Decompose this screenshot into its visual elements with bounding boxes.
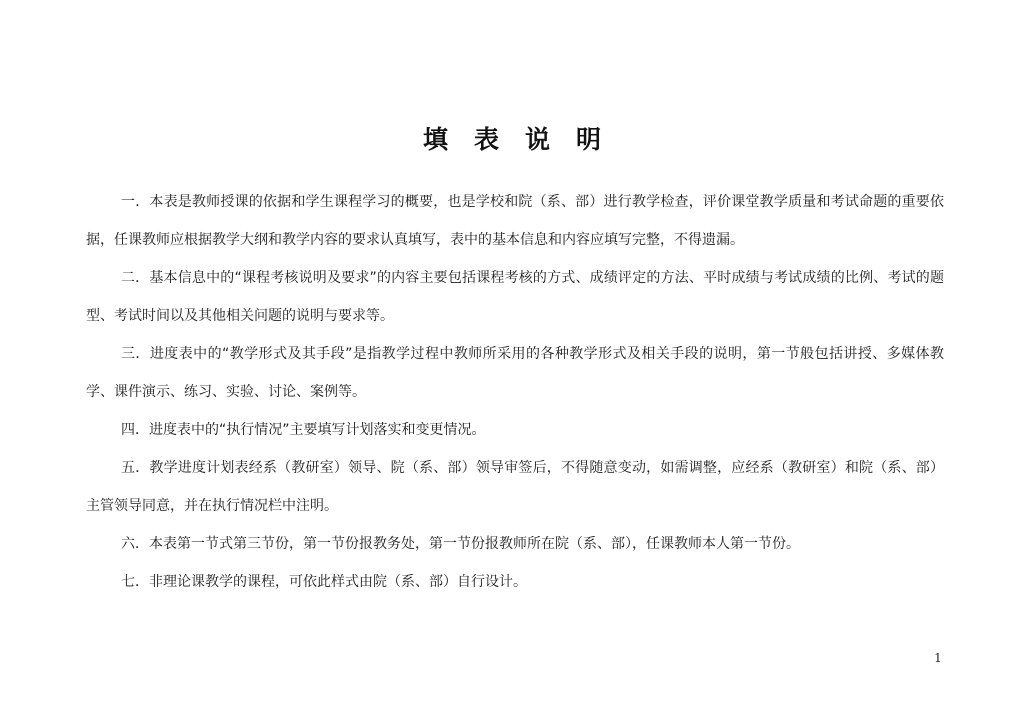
instruction-paragraph-3: 三．进度表中的“教学形式及其手段”是指教学过程中教师所采用的各种教学形式及相关手段的说明，第一节般包括讲授、多媒体教学、课件演示、练习、实验、讨论、案例等。 (86, 346, 944, 400)
page-title: 填表说明 (422, 125, 627, 154)
instructions-body (86, 183, 944, 601)
page-number: 1 (934, 651, 942, 665)
instruction-paragraph-2: 二．基本信息中的“课程考核说明及要求”的内容主要包括课程考核的方式、成绩评定的方法、平时成绩与考试成绩的比例、考试的题型、考试时间以及其他相关问题的说明与要求等。 (86, 270, 944, 324)
instruction-paragraph-7: 七．非理论课教学的课程，可依此样式由院（系、部）自行设计。 (121, 574, 527, 590)
instruction-paragraph-1: 一．本表是教师授课的依据和学生课程学习的概要，也是学校和院（系、部）进行教学检查，评价课堂教学质量和考试命题的重要依据，任课教师应根据教学大纲和教学内容的要求认真填写，表中的基本信息和内容应填写完整，不得遗漏。 (86, 194, 944, 248)
instruction-paragraph-4: 四．进度表中的“执行情况”主要填写计划落实和变更情况。 (121, 422, 486, 438)
instruction-paragraph-6: 六．本表第一节式第三节份，第一节份报教务处，第一节份报教师所在院（系、部），任课教师本人第一节份。 (121, 536, 800, 552)
instruction-paragraph-5: 五．教学进度计划表经系（教研室）领导、院（系、部）领导审签后，不得随意变动，如需调整，应经系（教研室）和院（系、部）主管领导同意，并在执行情况栏中注明。 (86, 460, 944, 514)
